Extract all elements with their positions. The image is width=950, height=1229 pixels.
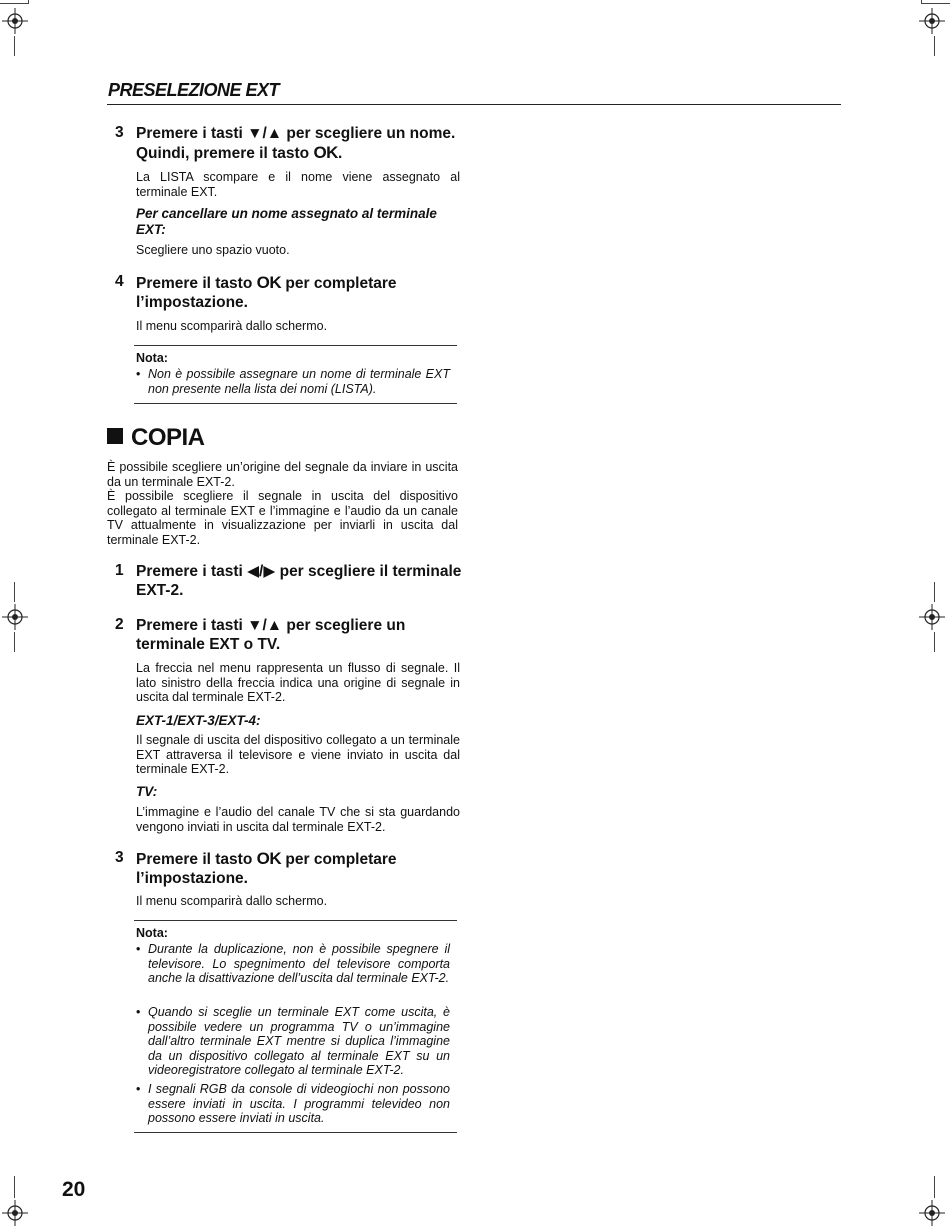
step-line: Premere i tasti ▼/▲ per scegliere un nome.	[136, 125, 456, 142]
note-item: • Quando si sceglie un terminale EXT come uscita, è possibile vedere un programma TV o un’immagine dall’altro terminale EXT mentre si duplica l’immagine da un dispositivo collegato al terminale EXT su un videoregistratore collegato al terminale EXT-2.	[136, 1005, 450, 1078]
note-text: Non è possibile assegnare un nome di terminale EXT non presente nella lista dei nomi (LISTA).	[148, 367, 450, 396]
registration-mark-icon	[2, 1200, 28, 1226]
subsection-heading: EXT-1/EXT-3/EXT-4:	[136, 713, 261, 728]
step-text-part: Quindi, premere il tasto	[136, 145, 314, 162]
step-instruction	[136, 124, 466, 163]
section-heading	[107, 424, 205, 452]
crop-line	[922, 3, 950, 4]
note-divider	[134, 403, 457, 404]
step-description: La freccia nel menu rappresenta un flusso di segnale. Il lato sinistro della freccia indica una origine di segnale in uscita dal terminale EXT-2.	[136, 661, 460, 705]
section-intro: È possibile scegliere un’origine del segnale da inviare in uscita da un terminale EXT-2.	[107, 460, 458, 489]
section-heading-text: COPIA	[131, 424, 205, 451]
subsection-heading: Per cancellare un nome assegnato al terminale EXT:	[136, 206, 437, 237]
page-number: 20	[62, 1178, 86, 1201]
ok-key-label: OK	[256, 849, 282, 868]
subsection-heading: TV:	[136, 784, 158, 799]
step-number: 2	[115, 616, 124, 633]
step-text-part: per completare l’impostazione.	[136, 851, 397, 887]
step-description: Il menu scomparirà dallo schermo.	[136, 894, 328, 908]
note-title: Nota:	[136, 351, 168, 365]
step-number: 1	[115, 562, 124, 579]
crop-line	[28, 0, 29, 4]
registration-mark-icon	[919, 8, 945, 34]
crop-line	[14, 582, 15, 602]
subsection-body: Il segnale di uscita del dispositivo collegato a un terminale EXT attraversa il televisore e viene inviato in uscita dal terminale EXT-2.	[136, 733, 460, 777]
subsection-body: Scegliere uno spazio vuoto.	[136, 243, 290, 257]
page-header-title: PRESELEZIONE EXT	[108, 80, 280, 100]
note-divider	[134, 345, 457, 346]
crop-line	[14, 632, 15, 652]
crop-line	[934, 582, 935, 602]
crop-line	[934, 36, 935, 56]
section-intro: È possibile scegliere il segnale in uscita del dispositivo collegato al terminale EXT e l’immagine e l’audio da un canale TV attualmente in visualizzazione per inviarli in uscita dal terminale EXT-2.	[107, 489, 458, 547]
ok-key-label: OK	[313, 143, 338, 162]
crop-line	[934, 632, 935, 652]
note-text: Durante la duplicazione, non è possibile spegnere il televisore. Lo spegnimento del televisore comporta anche la disattivazione dell’uscita dal terminale EXT-2.	[148, 942, 450, 986]
registration-mark-icon	[919, 1200, 945, 1226]
note-divider	[134, 1132, 457, 1133]
step-description: Il menu scomparirà dallo schermo.	[136, 319, 328, 333]
step-number: 4	[115, 273, 124, 290]
step-instruction	[136, 273, 466, 312]
crop-line	[14, 36, 15, 56]
registration-mark-icon	[919, 604, 945, 630]
registration-mark-icon	[2, 8, 28, 34]
ok-key-label: OK	[256, 273, 282, 292]
header-divider	[107, 104, 841, 105]
step-text-part: .	[337, 145, 343, 162]
crop-line	[934, 1176, 935, 1198]
step-text-part: Premere il tasto	[136, 275, 257, 292]
note-title: Nota:	[136, 926, 168, 940]
square-bullet-icon	[107, 428, 123, 444]
note-text: Quando si sceglie un terminale EXT come uscita, è possibile vedere un programma TV o un’immagine dall’altro terminale EXT mentre si duplica l’immagine da un dispositivo collegato al terminale EXT su un videoregistratore collegato al terminale EXT-2.	[148, 1005, 450, 1078]
crop-line	[14, 1176, 15, 1198]
step-instruction: Premere i tasti ◀/▶ per scegliere il terminale EXT-2.	[136, 563, 462, 599]
step-text-part: per completare l’impostazione.	[136, 275, 397, 311]
note-item: • I segnali RGB da console di videogiochi non possono essere inviati in uscita. I programmi televideo non possono essere inviati in uscita.	[136, 1082, 450, 1126]
note-text: I segnali RGB da console di videogiochi non possono essere inviati in uscita. I programmi televideo non possono essere inviati in uscita.	[148, 1082, 450, 1126]
note-item: • Durante la duplicazione, non è possibile spegnere il televisore. Lo spegnimento del televisore comporta anche la disattivazione dell’uscita dal terminale EXT-2.	[136, 942, 450, 986]
step-line	[136, 143, 466, 163]
subsection-body: L’immagine e l’audio del canale TV che si sta guardando vengono inviati in uscita dal terminale EXT-2.	[136, 805, 460, 834]
note-item: • Non è possibile assegnare un nome di terminale EXT non presente nella lista dei nomi (LISTA).	[136, 367, 450, 396]
step-text-part: Premere il tasto	[136, 851, 257, 868]
step-instruction	[136, 849, 466, 888]
step-instruction: Premere i tasti ▼/▲ per scegliere un terminale EXT o TV.	[136, 617, 406, 653]
registration-mark-icon	[2, 604, 28, 630]
step-number: 3	[115, 849, 124, 866]
step-number: 3	[115, 124, 124, 141]
crop-line	[921, 0, 922, 4]
step-description: La LISTA scompare e il nome viene assegnato al terminale EXT.	[136, 170, 460, 199]
note-divider	[134, 920, 457, 921]
crop-line	[0, 3, 28, 4]
